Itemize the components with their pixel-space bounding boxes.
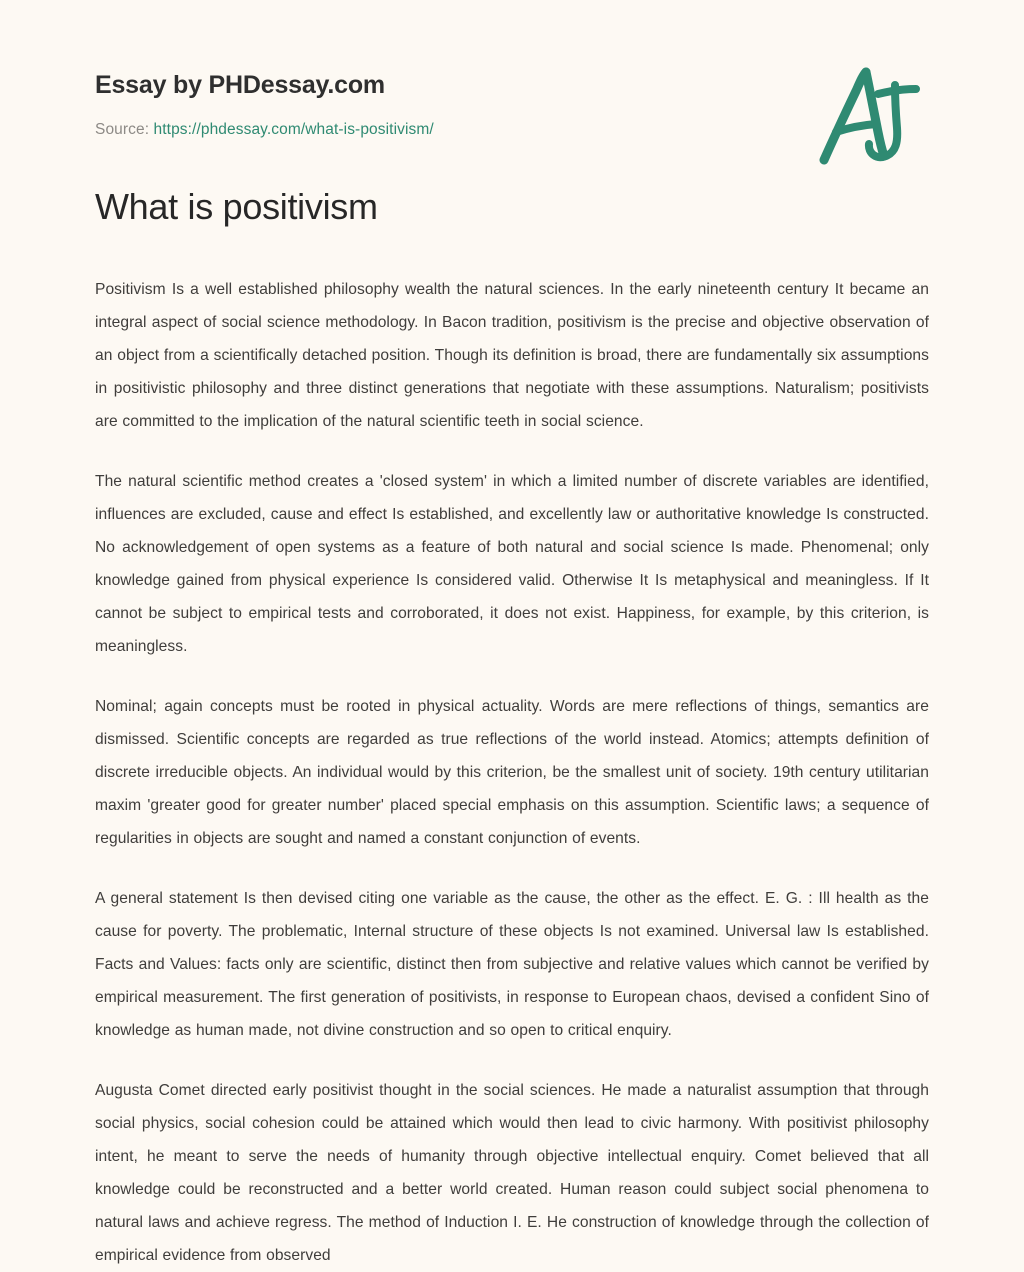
body-paragraph: The natural scientific method creates a 'closed system' in which a limited number of discrete variables are identified, influences are excluded, cause and effect Is established, and excellently law or authoritative knowledge Is constructed. No acknowledgement of open systems as a feature of both natural and social science Is made. Phenomenal; only knowledge gained from physical experience Is considered valid. Otherwise It Is metaphysical and meaningless. If It cannot be subject to empirical tests and corroborated, it does not exist. Happiness, for example, by this criterion, is meaningless.	[95, 473, 929, 656]
source-url-link[interactable]: https://phdessay.com/what-is-positivism/	[153, 120, 434, 138]
document-header	[0, 0, 1024, 185]
source-line	[95, 121, 929, 140]
brand-title: Essay by PHDessay.com	[95, 71, 385, 99]
document-body	[0, 273, 1024, 1272]
a-plus-logo-icon	[812, 60, 932, 170]
source-label: Source:	[95, 120, 150, 138]
body-paragraph: Augusta Comet directed early positivist thought in the social sciences. He made a naturalist assumption that through social physics, social cohesion could be attained which would then lead to civic harmony. With positivist philosophy intent, he meant to serve the needs of humanity through objective intellectual enquiry. Comet believed that all knowledge could be reconstructed and a better world created. Human reason could subject social phenomena to natural laws and achieve regress. The method of Induction I. E. He construction of knowledge through the collection of empirical evidence from observed	[95, 1082, 929, 1265]
page-title: What is positivism	[95, 186, 378, 227]
body-paragraph: A general statement Is then devised citing one variable as the cause, the other as the effect. E. G. : Ill health as the cause for poverty. The problematic, Internal structure of these objects Is not examined. Universal law Is established. Facts and Values: facts only are scientific, distinct then from subjective and relative values which cannot be verified by empirical measurement. The first generation of positivists, in response to European chaos, devised a confident Sino of knowledge as human made, not divine construction and so open to critical enquiry.	[95, 890, 929, 1040]
body-paragraph: Nominal; again concepts must be rooted in physical actuality. Words are mere reflections of things, semantics are dismissed. Scientific concepts are regarded as true reflections of the world instead. Atomics; attempts definition of discrete irreducible objects. An individual would by this criterion, be the smallest unit of society. 19th century utilitarian maxim 'greater good for greater number' placed special emphasis on this assumption. Scientific laws; a sequence of regularities in objects are sought and named a constant conjunction of events.	[95, 698, 929, 848]
body-paragraph: Positivism Is a well established philosophy wealth the natural sciences. In the early nineteenth century It became an integral aspect of social science methodology. In Bacon tradition, positivism is the precise and objective observation of an object from a scientifically detached position. Though its definition is broad, there are fundamentally six assumptions in positivistic philosophy and three distinct generations that negotiate with these assumptions. Naturalism; positivists are committed to the implication of the natural scientific teeth in social science.	[95, 281, 929, 431]
